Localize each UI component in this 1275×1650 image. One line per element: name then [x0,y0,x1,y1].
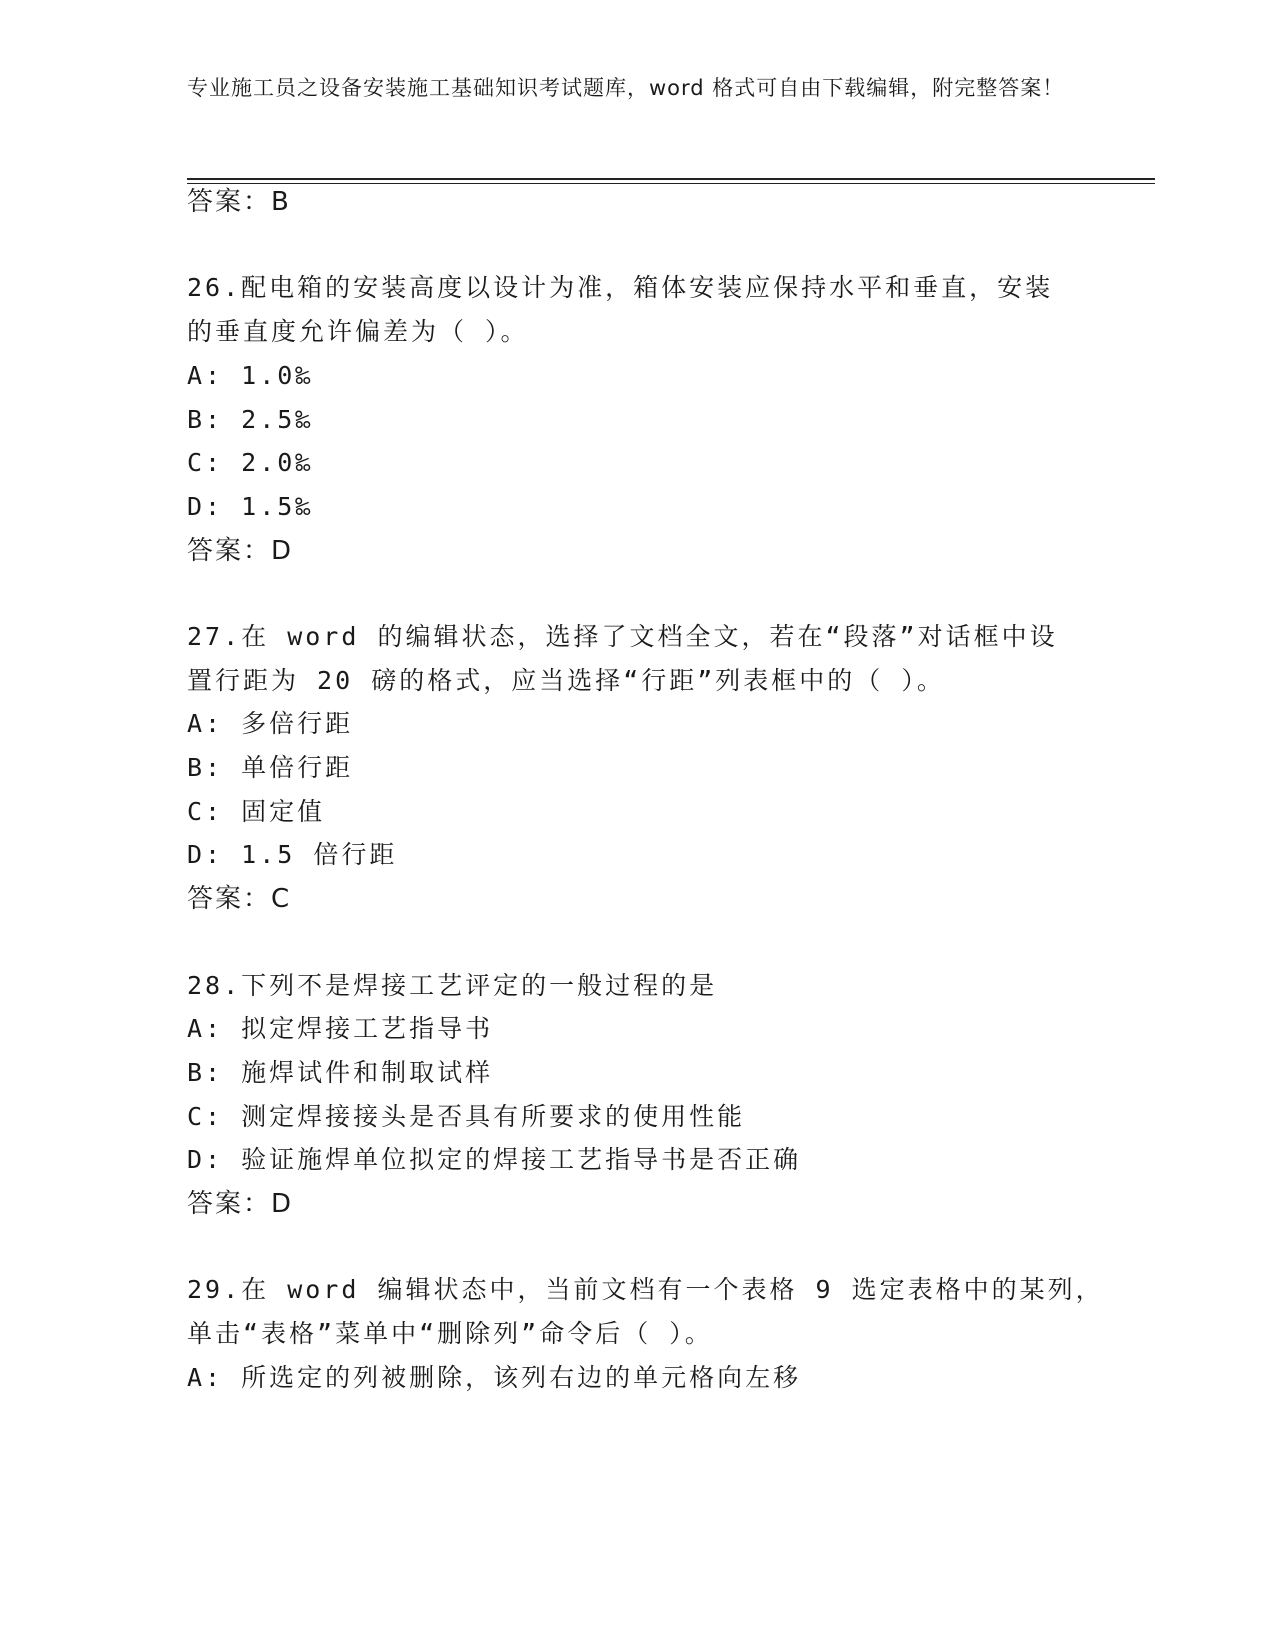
question-28-option-c: C: 测定焊接接头是否具有所要求的使用性能 [187,1102,746,1131]
question-28-option-d: D: 验证施焊单位拟定的焊接工艺指导书是否正确 [187,1145,802,1174]
question-28-answer: 答案：D [187,1189,294,1219]
question-27-option-b: B: 单倍行距 [187,753,354,782]
question-29-stem-line-2: 单击“表格”菜单中“删除列”命令后（ ）。 [187,1319,713,1348]
question-27-option-c: C: 固定值 [187,797,326,826]
question-27-stem-line-1: 27.在 word 的编辑状态，选择了文档全文，若在“段落”对话框中设 [187,622,1058,651]
question-28-option-a: A: 拟定焊接工艺指导书 [187,1014,494,1043]
question-29-option-a: A: 所选定的列被删除，该列右边的单元格向左移 [187,1363,802,1392]
answer-prev: 答案：B [187,187,291,217]
question-26-option-d: D: 1.5‰ [187,492,314,521]
header-rule-thick [187,178,1155,180]
question-26-answer: 答案：D [187,536,294,566]
header-rule-thin [187,183,1155,184]
question-27-option-a: A: 多倍行距 [187,709,354,738]
page-header: 专业施工员之设备安装施工基础知识考试题库，word 格式可自由下载编辑，附完整答案！ [187,76,1065,100]
question-26-stem-line-2: 的垂直度允许偏差为（ ）。 [187,317,529,346]
question-26-option-c: C: 2.0‰ [187,448,314,477]
question-27-stem-line-2: 置行距为 20 磅的格式，应当选择“行距”列表框中的（ ）。 [187,666,945,695]
question-26-option-b: B: 2.5‰ [187,405,314,434]
question-28-stem-line-1: 28.下列不是焊接工艺评定的一般过程的是 [187,971,718,1000]
question-27-option-d: D: 1.5 倍行距 [187,840,398,869]
question-27-answer: 答案：C [187,884,292,914]
question-26-stem-line-1: 26.配电箱的安装高度以设计为准，箱体安装应保持水平和垂直，安装 [187,273,1054,302]
question-29-stem-line-1: 29.在 word 编辑状态中，当前文档有一个表格 9 选定表格中的某列， [187,1275,1104,1304]
question-26-option-a: A: 1.0‰ [187,361,314,390]
question-28-option-b: B: 施焊试件和制取试样 [187,1058,494,1087]
